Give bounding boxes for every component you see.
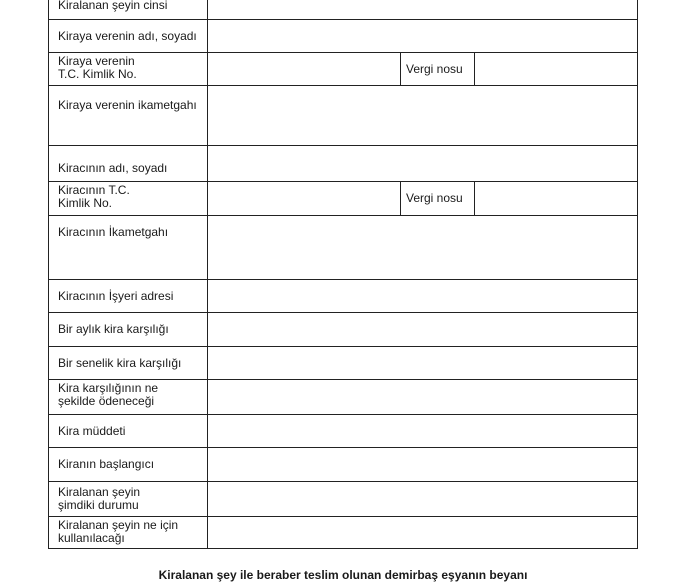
field-yearly-rent[interactable]	[208, 347, 638, 380]
label-landlord-tax-no: Vergi nosu	[401, 53, 475, 86]
label-tenant-name: Kiracının adı, soyadı	[49, 146, 208, 182]
label-tenant-work-address: Kiracının İşyeri adresi	[49, 280, 208, 313]
label-current-condition: Kiralanan şeyin şimdiki durumu	[49, 482, 208, 517]
label-yearly-rent: Bir senelik kira karşılığı	[49, 347, 208, 380]
row-intended-use	[49, 517, 638, 549]
field-item-type[interactable]	[208, 0, 638, 20]
field-landlord-name[interactable]	[208, 20, 638, 53]
field-landlord-address[interactable]	[208, 86, 638, 146]
field-rent-duration[interactable]	[208, 415, 638, 448]
label-landlord-address: Kiraya verenin ikametgahı	[49, 86, 208, 146]
label-tenant-tax-no: Vergi nosu	[401, 182, 475, 216]
row-yearly-rent	[49, 347, 638, 380]
row-tenant-id	[49, 182, 638, 216]
field-tenant-address[interactable]	[208, 216, 638, 280]
field-landlord-id[interactable]	[208, 53, 401, 86]
label-rent-start: Kiranın başlangıcı	[49, 448, 208, 482]
field-rent-start[interactable]	[208, 448, 638, 482]
label-payment-method: Kira karşılığının ne şekilde ödeneceği	[49, 380, 208, 415]
row-landlord-address	[49, 86, 638, 146]
row-tenant-address	[49, 216, 638, 280]
label-intended-use: Kiralanan şeyin ne için kullanılacağı	[49, 517, 208, 549]
row-rent-start	[49, 448, 638, 482]
field-tenant-name[interactable]	[208, 146, 638, 182]
field-intended-use[interactable]	[208, 517, 638, 549]
fixtures-declaration-heading: Kiralanan şey ile beraber teslim olunan demirbaş eşyanın beyanı	[158, 568, 528, 582]
label-rent-duration: Kira müddeti	[49, 415, 208, 448]
field-landlord-tax-no[interactable]	[475, 53, 638, 86]
label-item-type: Kiralanan şeyin cinsi	[49, 0, 208, 20]
field-current-condition[interactable]	[208, 482, 638, 517]
label-tenant-id: Kiracının T.C. Kimlik No.	[49, 182, 208, 216]
row-tenant-name	[49, 146, 638, 182]
row-landlord-name	[49, 20, 638, 53]
field-tenant-work-address[interactable]	[208, 280, 638, 313]
field-tenant-tax-no[interactable]	[475, 182, 638, 216]
label-landlord-id: Kiraya verenin T.C. Kimlik No.	[49, 53, 208, 86]
field-monthly-rent[interactable]	[208, 313, 638, 347]
field-payment-method[interactable]	[208, 380, 638, 415]
row-tenant-work-address	[49, 280, 638, 313]
rental-form-table	[48, 0, 638, 549]
row-item-type	[49, 0, 638, 20]
row-monthly-rent	[49, 313, 638, 347]
row-current-condition	[49, 482, 638, 517]
label-landlord-name: Kiraya verenin adı, soyadı	[49, 20, 208, 53]
field-tenant-id[interactable]	[208, 182, 401, 216]
row-payment-method	[49, 380, 638, 415]
row-landlord-id	[49, 53, 638, 86]
label-tenant-address: Kiracının İkametgahı	[49, 216, 208, 280]
label-monthly-rent: Bir aylık kira karşılığı	[49, 313, 208, 347]
row-rent-duration	[49, 415, 638, 448]
